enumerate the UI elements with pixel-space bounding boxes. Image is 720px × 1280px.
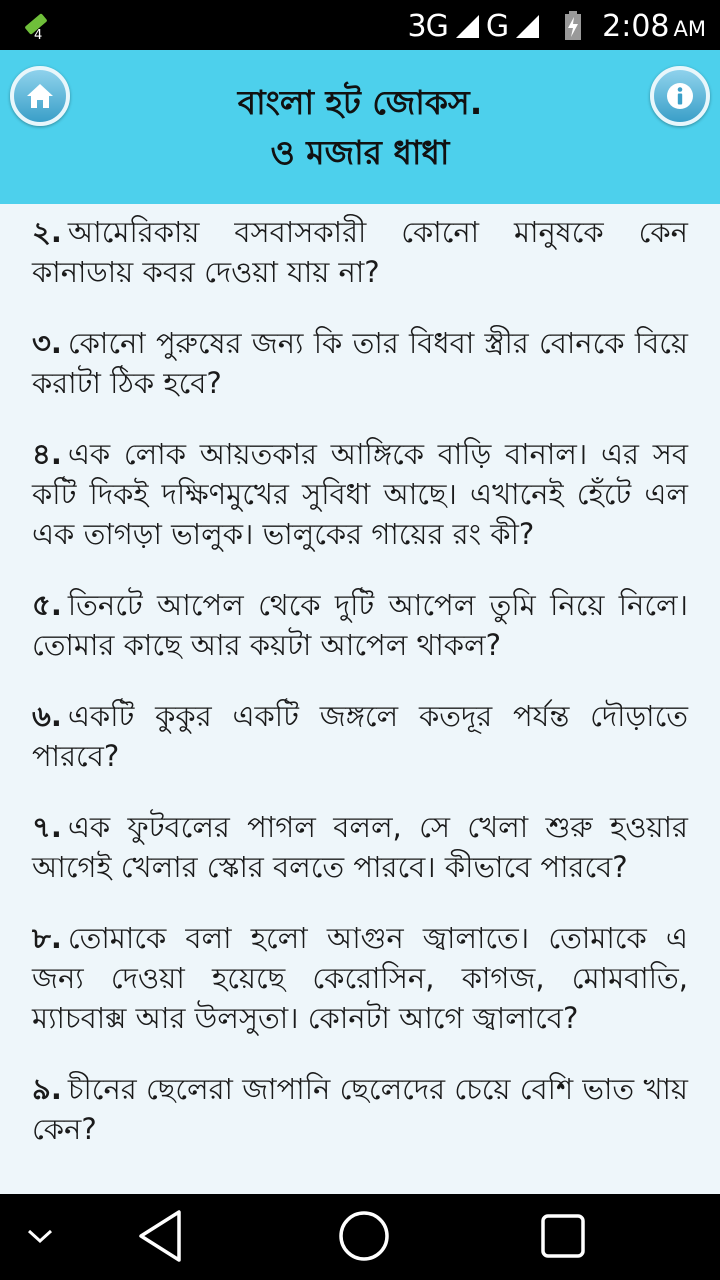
question-text: কোনো পুরুষের জন্য কি তার বিধবা স্ত্রীর বোনকে বিয়ে করাটা ঠিক হবে? [32, 326, 688, 400]
home-button[interactable] [10, 66, 70, 126]
notification-icon [22, 10, 52, 40]
question-text: আমেরিকায় বসবাসকারী কোনো মানুষকে কেন কানাডায় কবর দেওয়া যায় না? [32, 215, 688, 289]
info-icon [665, 81, 695, 111]
list-item [32, 323, 688, 403]
list-item [32, 696, 688, 776]
title-line-2: ও মজার ধাধা [270, 133, 450, 172]
home-circle-icon [337, 1209, 391, 1263]
question-number: ৫. [32, 588, 62, 622]
question-text: তিনটে আপেল থেকে দুটি আপেল তুমি নিয়ে নিলে। তোমার কাছে আর কয়টা আপেল থাকল? [32, 588, 688, 662]
status-bar [0, 0, 720, 50]
network-g-label: G [485, 8, 509, 44]
question-number: ২. [32, 215, 62, 249]
chevron-down-icon [27, 1228, 53, 1244]
question-number: ৭. [32, 810, 62, 844]
list-item [32, 212, 688, 292]
clock-ampm: AM [673, 16, 706, 41]
question-text: চীনের ছেলেরা জাপানি ছেলেদের চেয়ে বেশি ভাত খায় কেন? [32, 1072, 688, 1146]
network-3g-label: 3G [407, 8, 448, 44]
info-button[interactable] [650, 66, 710, 126]
recents-button[interactable] [536, 1208, 590, 1264]
list-item [32, 585, 688, 665]
questions-list[interactable] [0, 204, 720, 1194]
back-icon [135, 1208, 185, 1264]
question-text: একটি কুকুর একটি জঙ্গলে কতদূর পর্যন্ত দৌড়াতে পারবে? [32, 699, 688, 773]
question-number: ৪. [32, 437, 62, 471]
recents-icon [539, 1212, 587, 1260]
question-number: ৬. [32, 699, 62, 733]
page-title [100, 78, 620, 178]
list-item [32, 918, 688, 1038]
notification-count: 4 [34, 28, 43, 40]
clock-time: 2:08 [602, 8, 670, 44]
question-text: এক লোক আয়তকার আঙ্গিকে বাড়ি বানাল। এর সব কটি দিকই দক্ষিণমুখের সুবিধা আছে। এখানেই হেঁটে এল এক তাগড়া ভালুক। ভালুকের গায়ের রং কী? [32, 437, 688, 551]
title-line-1: বাংলা হট জোকস. [237, 83, 483, 122]
question-number: ৯. [32, 1072, 62, 1106]
list-item [32, 807, 688, 887]
back-button[interactable] [132, 1208, 188, 1264]
question-text: তোমাকে বলা হলো আগুন জ্বালাতে। তোমাকে এ জন্য দেওয়া হয়েছে কেরোসিন, কাগজ, মোমবাতি, ম্যাচবাক্স আর উলসুতা। কোনটা আগে জ্বালাবে? [32, 921, 688, 1035]
navigation-bar [0, 1194, 720, 1280]
list-item [32, 434, 688, 554]
list-item [32, 1069, 688, 1149]
signal-icon [514, 13, 540, 39]
question-number: ৮. [32, 921, 62, 955]
home-icon [25, 81, 55, 111]
battery-charging-icon [564, 11, 582, 41]
question-text: এক ফুটবলের পাগল বলল, সে খেলা শুরু হওয়ার আগেই খেলার স্কোর বলতে পারবে। কীভাবে পারবে? [32, 810, 688, 884]
app-bar [0, 50, 720, 204]
signal-icon [454, 13, 480, 39]
home-nav-button[interactable] [336, 1208, 392, 1264]
hide-keyboard-button[interactable] [18, 1208, 62, 1264]
clock [602, 9, 706, 44]
question-number: ৩. [32, 326, 62, 360]
